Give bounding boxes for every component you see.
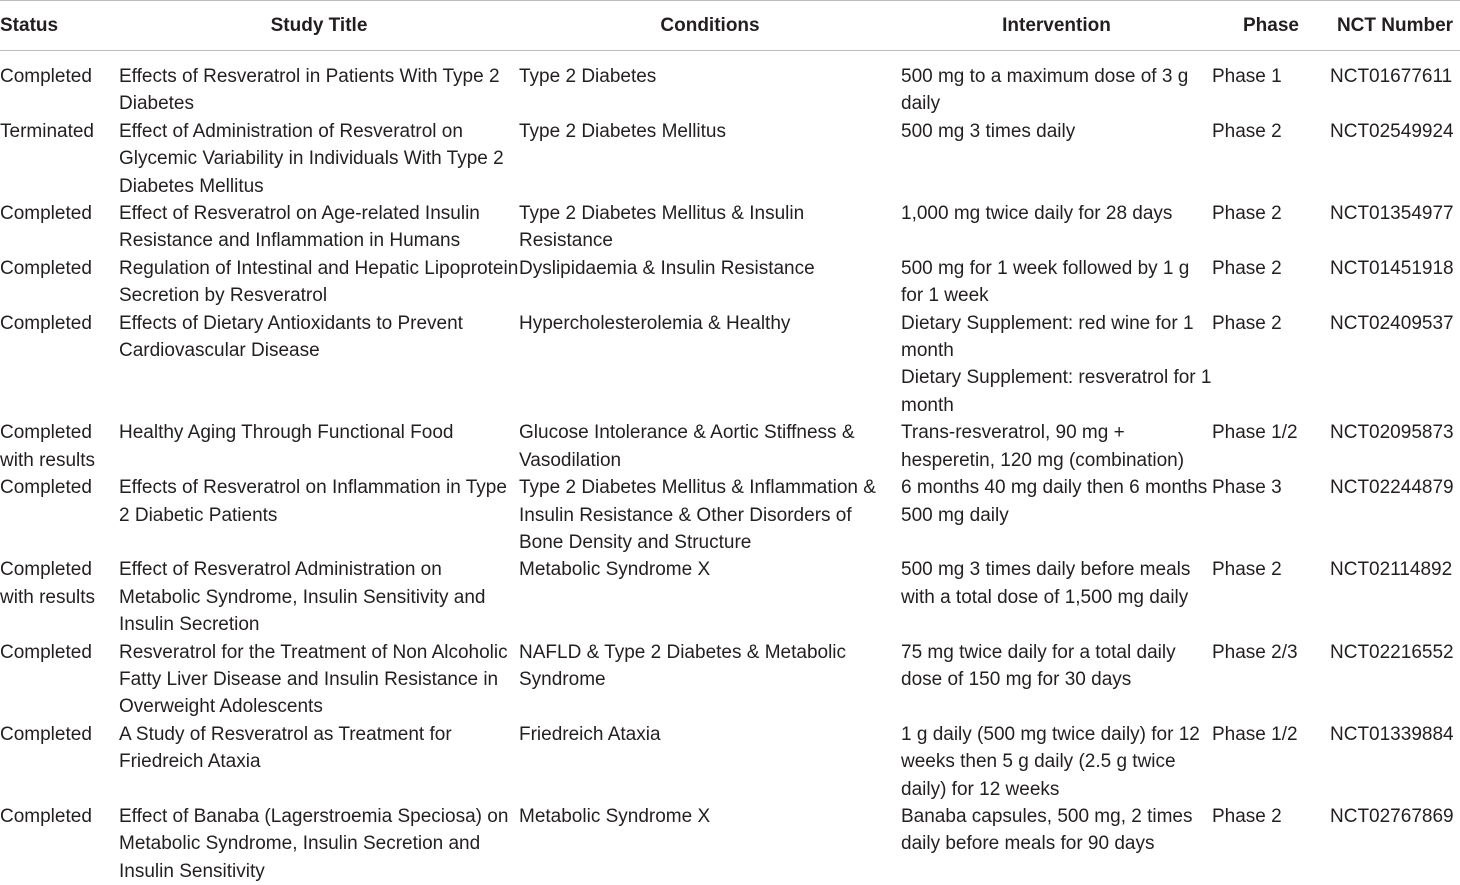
table-row <box>0 118 1460 200</box>
table-row <box>0 474 1460 556</box>
cell-intervention <box>901 419 1212 474</box>
table-row <box>0 419 1460 474</box>
cell-conditions: Metabolic Syndrome X <box>519 556 901 638</box>
table-row <box>0 51 1460 118</box>
header-status: Status <box>0 1 119 51</box>
cell-intervention <box>901 310 1212 420</box>
intervention-line: Dietary Supplement: resveratrol for 1 month <box>901 364 1212 419</box>
header-study-title: Study Title <box>119 1 519 51</box>
cell-phase: Phase 3 <box>1212 474 1330 556</box>
cell-status: Completed <box>0 803 119 885</box>
table-row <box>0 639 1460 721</box>
cell-study-title: Effects of Resveratrol in Patients With Type 2 Diabetes <box>119 51 519 118</box>
intervention-line: 1 g daily (500 mg twice daily) for 12 weeks then 5 g daily (2.5 g twice daily) for 12 weeks <box>901 721 1212 803</box>
cell-nct-number: NCT02244879 <box>1330 474 1460 556</box>
cell-conditions: Hypercholesterolemia & Healthy <box>519 310 901 420</box>
cell-nct-number: NCT01339884 <box>1330 721 1460 803</box>
cell-intervention <box>901 803 1212 885</box>
cell-intervention <box>901 721 1212 803</box>
table-header <box>0 1 1460 51</box>
table-row <box>0 803 1460 885</box>
intervention-line: 6 months 40 mg daily then 6 months 500 mg daily <box>901 474 1212 529</box>
cell-status: Completed <box>0 639 119 721</box>
cell-phase: Phase 1/2 <box>1212 419 1330 474</box>
header-phase: Phase <box>1212 1 1330 51</box>
cell-phase: Phase 2 <box>1212 310 1330 420</box>
cell-status: Terminated <box>0 118 119 200</box>
intervention-line: 500 mg 3 times daily <box>901 118 1212 145</box>
header-row <box>0 1 1460 51</box>
cell-status: Completed <box>0 51 119 118</box>
cell-study-title: Effects of Dietary Antioxidants to Prevent Cardiovascular Disease <box>119 310 519 420</box>
cell-intervention <box>901 51 1212 118</box>
cell-intervention <box>901 255 1212 310</box>
cell-intervention <box>901 639 1212 721</box>
cell-status: Completed <box>0 200 119 255</box>
cell-nct-number: NCT02409537 <box>1330 310 1460 420</box>
cell-phase: Phase 1/2 <box>1212 721 1330 803</box>
cell-study-title: Effects of Resveratrol on Inflammation in Type 2 Diabetic Patients <box>119 474 519 556</box>
cell-phase: Phase 2 <box>1212 803 1330 885</box>
cell-conditions: Type 2 Diabetes Mellitus & Insulin Resistance <box>519 200 901 255</box>
table-row <box>0 200 1460 255</box>
cell-phase: Phase 1 <box>1212 51 1330 118</box>
intervention-line: 500 mg for 1 week followed by 1 g for 1 week <box>901 255 1212 310</box>
cell-intervention <box>901 556 1212 638</box>
intervention-line: 500 mg to a maximum dose of 3 g daily <box>901 63 1212 118</box>
cell-study-title: Effect of Banaba (Lagerstroemia Speciosa) on Metabolic Syndrome, Insulin Secretion and Insulin Sensitivity <box>119 803 519 885</box>
cell-phase: Phase 2 <box>1212 556 1330 638</box>
cell-conditions: Type 2 Diabetes Mellitus <box>519 118 901 200</box>
table-row <box>0 556 1460 638</box>
cell-study-title: Effect of Resveratrol on Age-related Insulin Resistance and Inflammation in Humans <box>119 200 519 255</box>
cell-status: Completed <box>0 721 119 803</box>
cell-intervention <box>901 474 1212 556</box>
cell-nct-number: NCT02095873 <box>1330 419 1460 474</box>
cell-study-title: Effect of Administration of Resveratrol on Glycemic Variability in Individuals With Type 2 Diabetes Mellitus <box>119 118 519 200</box>
cell-nct-number: NCT02216552 <box>1330 639 1460 721</box>
cell-study-title: Resveratrol for the Treatment of Non Alcoholic Fatty Liver Disease and Insulin Resistance in Overweight Adolescents <box>119 639 519 721</box>
cell-conditions: Metabolic Syndrome X <box>519 803 901 885</box>
header-nct-number: NCT Number <box>1330 1 1460 51</box>
cell-conditions: Type 2 Diabetes <box>519 51 901 118</box>
cell-status: Completed with results <box>0 556 119 638</box>
cell-study-title: Regulation of Intestinal and Hepatic Lipoprotein Secretion by Resveratrol <box>119 255 519 310</box>
intervention-line: 500 mg 3 times daily before meals with a total dose of 1,500 mg daily <box>901 556 1212 611</box>
cell-status: Completed with results <box>0 419 119 474</box>
intervention-line: Dietary Supplement: red wine for 1 month <box>901 310 1212 365</box>
cell-phase: Phase 2/3 <box>1212 639 1330 721</box>
cell-intervention <box>901 118 1212 200</box>
cell-status: Completed <box>0 255 119 310</box>
intervention-line: Trans-resveratrol, 90 mg + hesperetin, 120 mg (combination) <box>901 419 1212 474</box>
cell-status: Completed <box>0 310 119 420</box>
intervention-line: 75 mg twice daily for a total daily dose of 150 mg for 30 days <box>901 639 1212 694</box>
cell-conditions: Glucose Intolerance & Aortic Stiffness & Vasodilation <box>519 419 901 474</box>
cell-conditions: Dyslipidaemia & Insulin Resistance <box>519 255 901 310</box>
header-intervention: Intervention <box>901 1 1212 51</box>
cell-nct-number: NCT01354977 <box>1330 200 1460 255</box>
cell-nct-number: NCT01677611 <box>1330 51 1460 118</box>
cell-nct-number: NCT02549924 <box>1330 118 1460 200</box>
table-body <box>0 51 1460 885</box>
cell-status: Completed <box>0 474 119 556</box>
intervention-line: Banaba capsules, 500 mg, 2 times daily before meals for 90 days <box>901 803 1212 858</box>
cell-study-title: A Study of Resveratrol as Treatment for Friedreich Ataxia <box>119 721 519 803</box>
cell-conditions: Type 2 Diabetes Mellitus & Inflammation & Insulin Resistance & Other Disorders of Bone Density and Structure <box>519 474 901 556</box>
cell-phase: Phase 2 <box>1212 255 1330 310</box>
cell-phase: Phase 2 <box>1212 118 1330 200</box>
table-row <box>0 255 1460 310</box>
cell-conditions: NAFLD & Type 2 Diabetes & Metabolic Syndrome <box>519 639 901 721</box>
cell-study-title: Healthy Aging Through Functional Food <box>119 419 519 474</box>
table-row <box>0 310 1460 420</box>
table-row <box>0 721 1460 803</box>
cell-intervention <box>901 200 1212 255</box>
cell-conditions: Friedreich Ataxia <box>519 721 901 803</box>
cell-nct-number: NCT01451918 <box>1330 255 1460 310</box>
intervention-line: 1,000 mg twice daily for 28 days <box>901 200 1212 227</box>
cell-study-title: Effect of Resveratrol Administration on Metabolic Syndrome, Insulin Sensitivity and Insulin Secretion <box>119 556 519 638</box>
cell-nct-number: NCT02114892 <box>1330 556 1460 638</box>
cell-phase: Phase 2 <box>1212 200 1330 255</box>
cell-nct-number: NCT02767869 <box>1330 803 1460 885</box>
header-conditions: Conditions <box>519 1 901 51</box>
